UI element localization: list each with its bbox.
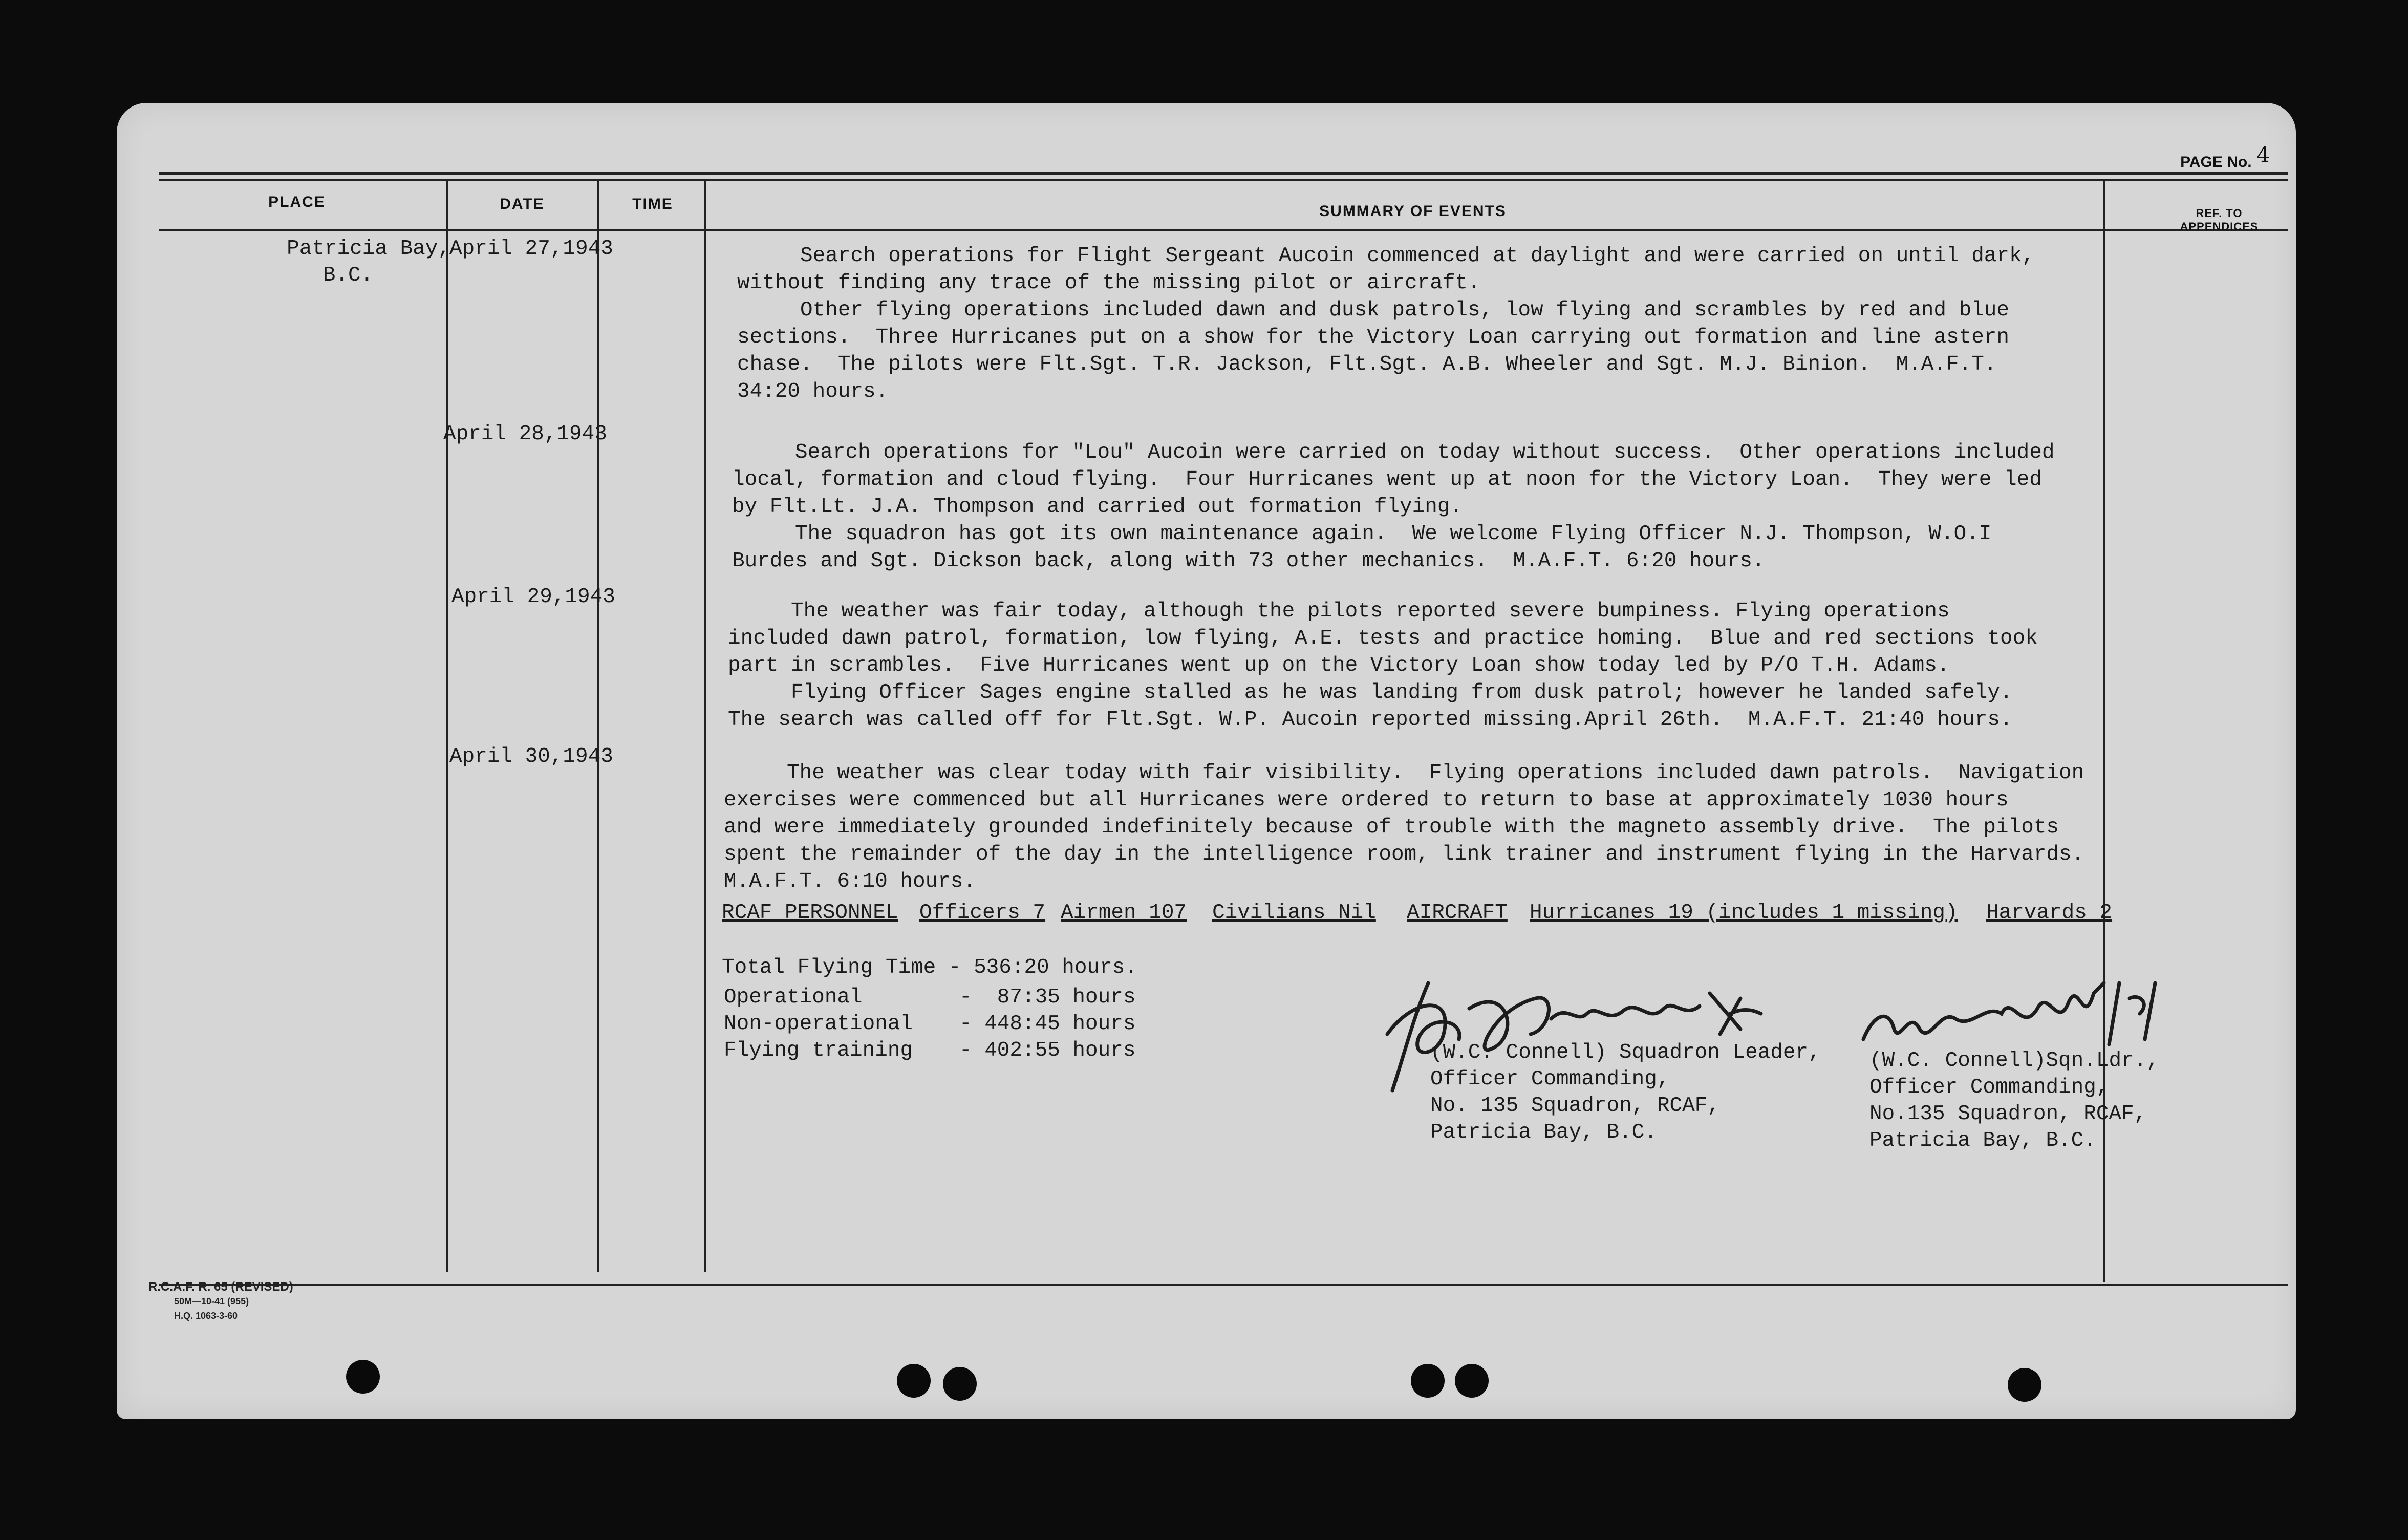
place-line-2: B.C.: [322, 264, 374, 287]
entry-line: The search was called off for Flt.Sgt. W.P. Aucoin reported missing.April 26th. M.A.F.T. 21:40 hours.: [728, 708, 2013, 732]
entry-line: local, formation and cloud flying. Four Hurricanes went up at noon for the Victory Loan. They were led: [732, 468, 2042, 491]
col-line-time-summary: [704, 179, 706, 1272]
place-line-1: Patricia Bay,: [287, 237, 450, 261]
signature-line: Officer Commanding,: [1869, 1076, 2109, 1099]
entry-line: Other flying operations included dawn and dusk patrols, low flying and scrambles by red and blue: [737, 298, 2010, 322]
entry-line: sections. Three Hurricanes put on a show for the Victory Loan carrying out formation and line astern: [737, 326, 2010, 349]
entry-line: by Flt.Lt. J.A. Thompson and carried out formation flying.: [732, 495, 1463, 519]
hurricanes-count: Hurricanes 19 (includes 1 missing): [1530, 901, 1958, 925]
punch-hole: [346, 1360, 380, 1394]
entry-line: Flying Officer Sages engine stalled as he was landing from dusk patrol; however he landed safely.: [728, 681, 2013, 704]
entry-line: spent the remainder of the day in the intelligence room, link trainer and instrument flying in the Harvards.: [724, 843, 2084, 866]
entry-line: included dawn patrol, formation, low flying, A.E. tests and practice homing. Blue and red sections took: [728, 627, 2038, 650]
form-number-line: H.Q. 1063-3-60: [174, 1311, 238, 1321]
signature-line: Patricia Bay, B.C.: [1430, 1121, 1657, 1144]
harvards-count: Harvards 2: [1986, 901, 2113, 925]
page-number-box: [2180, 143, 2270, 171]
entry-line: Search operations for "Lou" Aucoin were carried on today without success. Other operations included: [732, 441, 2055, 464]
entry-line: chase. The pilots were Flt.Sgt. T.R. Jackson, Flt.Sgt. A.B. Wheeler and Sgt. M.J. Binion. M.A.F.T.: [737, 353, 1997, 376]
entry-line: M.A.F.T. 6:10 hours.: [724, 870, 976, 893]
col-line-place-date: [446, 179, 448, 1272]
entry-line: The squadron has got its own maintenance again. We welcome Flying Officer N.J. Thompson, W.O.I: [732, 522, 1992, 546]
signature-line: Officer Commanding,: [1430, 1067, 1670, 1091]
entry-date: April 27,1943: [449, 237, 613, 261]
total-flying-time: Total Flying Time - 536:20 hours.: [722, 956, 1137, 979]
signature-line: (W.C. Connell) Squadron Leader,: [1430, 1041, 1821, 1064]
entry-date: April 30,1943: [449, 745, 613, 768]
flying-time-label: Non-operational: [724, 1012, 913, 1036]
header-time: TIME: [632, 196, 673, 212]
header-date: DATE: [500, 196, 545, 212]
page-number-label: PAGE No.: [2180, 154, 2252, 170]
header-ref-text: REF. TO APPENDICES: [2180, 207, 2259, 233]
form-number-line: 50M—10-41 (955): [174, 1296, 249, 1307]
signature-line: No. 135 Squadron, RCAF,: [1430, 1094, 1720, 1118]
entry-line: without finding any trace of the missing pilot or aircraft.: [737, 271, 1480, 295]
punch-hole: [897, 1364, 931, 1398]
entry-line: and were immediately grounded indefinitely because of trouble with the magneto assembly drive. The pilots: [724, 816, 2059, 839]
punch-hole: [943, 1367, 977, 1401]
airmen-count: Airmen 107: [1061, 901, 1187, 925]
rcaf-personnel-label: RCAF PERSONNEL: [722, 901, 898, 925]
footer-rule: [159, 1284, 2288, 1286]
top-rule-thick: [159, 172, 2288, 175]
form-number: [148, 1280, 293, 1323]
flying-time-value: - 402:55 hours: [959, 1039, 1136, 1062]
flying-time-value: - 87:35 hours: [959, 986, 1136, 1009]
punch-hole: [2008, 1368, 2041, 1402]
header-bottom-rule: [159, 229, 2288, 231]
entry-line: exercises were commenced but all Hurricanes were ordered to return to base at approximately 1030 hours: [724, 788, 2009, 812]
flying-time-label: Operational: [724, 986, 863, 1009]
entry-line: part in scrambles. Five Hurricanes went up on the Victory Loan show today led by P/O T.H. Adams.: [728, 654, 1950, 677]
top-rule-thin: [159, 179, 2288, 181]
entry-line: Search operations for Flight Sergeant Aucoin commenced at daylight and were carried on until dark,: [737, 244, 2035, 268]
flying-time-label: Flying training: [724, 1039, 913, 1062]
entry-date: April 28,1943: [443, 422, 607, 446]
entry-line: The weather was fair today, although the pilots reported severe bumpiness. Flying operations: [728, 600, 1950, 623]
entry-date: April 29,1943: [451, 585, 615, 609]
col-line-date-time: [597, 179, 599, 1272]
header-place: PLACE: [268, 194, 326, 210]
page-number-value: 4: [2256, 143, 2270, 167]
signature-line: Patricia Bay, B.C.: [1869, 1129, 2096, 1152]
entry-line: The weather was clear today with fair visibility. Flying operations included dawn patrols. Navigation: [724, 761, 2084, 785]
punch-hole: [1455, 1364, 1489, 1398]
header-ref: [2155, 207, 2283, 233]
officers-count: Officers 7: [919, 901, 1046, 925]
entry-line: 34:20 hours.: [737, 380, 889, 403]
form-number-line: R.C.A.F. R. 65 (REVISED): [148, 1280, 293, 1294]
header-summary: SUMMARY OF EVENTS: [1319, 203, 1507, 220]
flying-time-value: - 448:45 hours: [959, 1012, 1136, 1036]
civilians-count: Civilians Nil: [1212, 901, 1376, 925]
signature-line: (W.C. Connell)Sqn.Ldr.,: [1869, 1049, 2159, 1073]
punch-hole: [1411, 1364, 1445, 1398]
aircraft-label: AIRCRAFT: [1407, 901, 1508, 925]
entry-line: Burdes and Sgt. Dickson back, along with 73 other mechanics. M.A.F.T. 6:20 hours.: [732, 549, 1765, 573]
signature-line: No.135 Squadron, RCAF,: [1869, 1102, 2147, 1126]
